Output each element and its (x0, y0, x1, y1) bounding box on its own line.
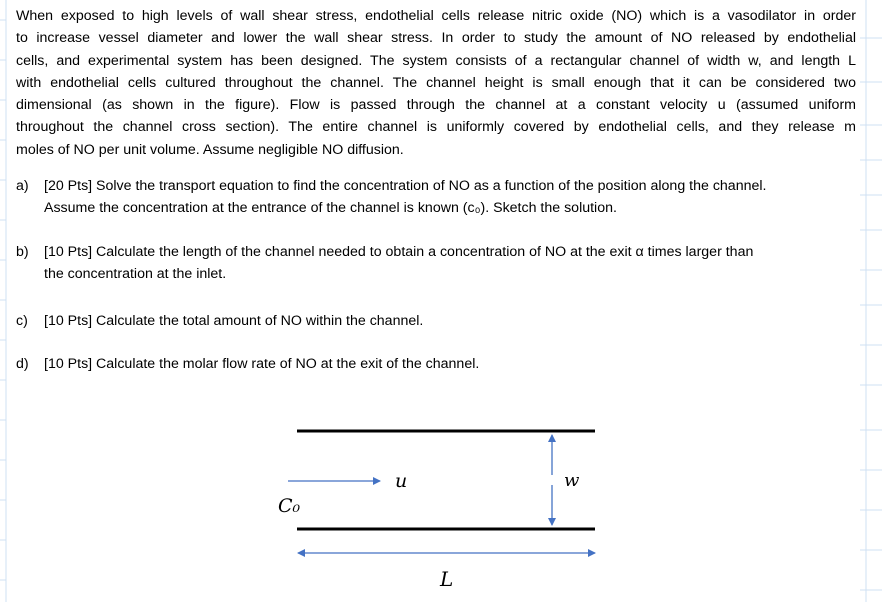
question-label: a) (16, 178, 29, 194)
intro-line: cells, and experimental system has been designed. The system consists of a rectangular channel of width w, and length L (16, 52, 856, 69)
question-line: Assume the concentration at the entrance of the channel is known (c₀). Sketch the solution. (44, 200, 617, 216)
intro-line: dimensional (as shown in the figure). Flow is passed through the channel at a constant velocity u (assumed uniform (16, 97, 856, 114)
question-line: the concentration at the inlet. (44, 266, 227, 282)
question-line: [10 Pts] Calculate the length of the channel needed to obtain a concentration of NO at the exit α times larger than (44, 244, 754, 260)
intro-line: with endothelial cells cultured throughout the channel. The channel height is small enough that it can be considered two (16, 74, 856, 91)
question-line: [10 Pts] Calculate the total amount of NO within the channel. (44, 313, 424, 329)
intro-paragraph (16, 5, 856, 161)
problem-intro (16, 5, 856, 161)
question-line: [20 Pts] Solve the transport equation to find the concentration of NO as a function of the position along the channel. (44, 178, 767, 194)
intro-line: moles of NO per unit volume. Assume negligible NO diffusion. (16, 141, 404, 158)
length-label: L (440, 567, 454, 591)
intro-line: throughout the channel cross section). The entire channel is uniformly covered by endothelial cells, and they release m (16, 119, 856, 136)
velocity-label: u (395, 470, 408, 492)
intro-line: to increase vessel diameter and lower the wall shear stress. In order to study the amount of NO released by endothelial (16, 30, 856, 47)
question-line: [10 Pts] Calculate the molar flow rate of NO at the exit of the channel. (44, 356, 480, 372)
width-label: w (564, 470, 580, 491)
question-label: b) (16, 244, 29, 260)
question-label: d) (16, 356, 29, 372)
inlet-concentration-label: C₀ (278, 495, 301, 517)
channel-figure (250, 415, 630, 600)
intro-line: When exposed to high levels of wall shear stress, endothelial cells release nitric oxide (NO) which is a vasodilator in order (16, 8, 856, 24)
question-label: c) (16, 313, 28, 329)
